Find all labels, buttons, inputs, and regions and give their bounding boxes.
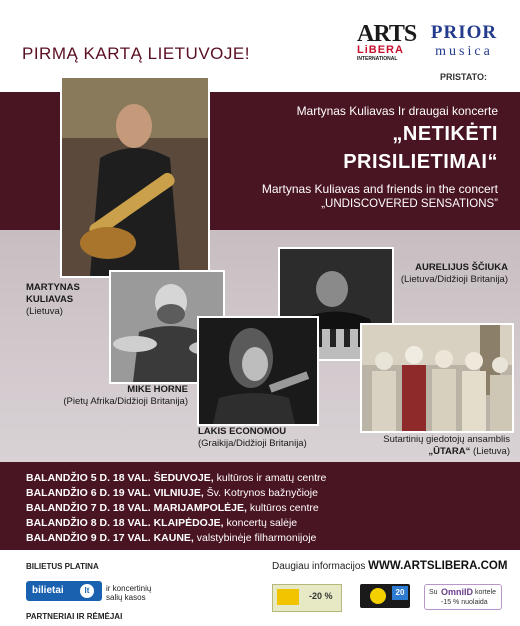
date-venue-place: Šv. Kotrynos bažnyčioje: [203, 487, 318, 499]
concert-title-line2: PRISILIETIMAI“: [343, 151, 498, 173]
caption-lakis-economou: [198, 426, 328, 450]
photo-lakis-economou: [197, 316, 319, 426]
partner-ad-smiley[interactable]: [360, 584, 410, 608]
bilietai-logo-text: bilietai: [32, 585, 64, 596]
performer-name: KULIAVAS: [26, 294, 74, 305]
date-venue-place: kultūros centre: [246, 502, 319, 514]
bilietai-text-line: ir koncertinių: [106, 584, 152, 593]
bilietai-text-line: salių kasos: [106, 593, 146, 602]
partner-ad-omniid[interactable]: [424, 584, 502, 610]
date-venue-place: kultūros ir amatų centre: [213, 472, 327, 484]
date-row: [26, 472, 326, 484]
date-venue-bold: BALANDŽIO 5 D. 18 VAL. ŠEDUVOJE,: [26, 472, 214, 484]
ad3-suffix: kortele: [475, 589, 497, 596]
date-row: [26, 517, 297, 529]
performer-name: LAKIS ECONOMOU: [198, 426, 287, 437]
tickets-label: BILIETUS PLATINA: [26, 562, 99, 571]
concert-title-en: „UNDISCOVERED SENSATIONS”: [321, 198, 498, 210]
date-venue-place: valstybinėje filharmonijoje: [193, 532, 317, 544]
bilietai-logo[interactable]: [26, 581, 102, 601]
date-row: [26, 502, 319, 514]
logo-musica-word: musica: [435, 44, 493, 59]
concert-title-line1: „NETIKĖTI: [392, 123, 498, 145]
date-venue-bold: BALANDŽIO 6 D. 19 VAL. VILNIUJE,: [26, 487, 204, 499]
caption-mike-horne: [30, 384, 188, 408]
date-row: [26, 487, 318, 499]
more-info: [272, 560, 507, 572]
concert-line-lt: Martynas Kuliavas Ir draugai koncerte: [296, 104, 498, 118]
logo-libera-word: LiBERA: [357, 44, 404, 56]
caption-utara-ensemble: [335, 434, 510, 458]
performer-name: „ŪTARA“: [428, 446, 471, 457]
smiley-icon: [370, 588, 386, 604]
performer-origin: (Lietuva/Didžioji Britanija): [400, 274, 508, 285]
more-info-label: Daugiau informacijos: [272, 561, 366, 572]
caption-aurelijus-sciuka: [392, 262, 508, 286]
partner-ad-discount[interactable]: [272, 584, 342, 612]
date-row: [26, 532, 316, 544]
ad3-discount: -15 % nuolaida: [441, 599, 488, 606]
performer-name: AURELIJUS ŠČIUKA: [415, 262, 508, 273]
concert-line-en: Martynas Kuliavas and friends in the concert: [261, 182, 498, 196]
performer-name: MIKE HORNE: [127, 384, 188, 395]
presents-label: PRISTATO:: [440, 72, 487, 82]
date-venue-place: koncertų salėje: [223, 517, 298, 529]
performer-origin: (Graikija/Didžioji Britanija): [198, 438, 307, 449]
performer-origin: (Pietų Afrika/Didžioji Britanija): [63, 396, 188, 407]
header-title: PIRMĄ KARTĄ LIETUVOJE!: [22, 44, 250, 63]
bilietai-lt-badge: lt: [80, 584, 94, 598]
bilietai-text: [106, 584, 151, 602]
website-link[interactable]: WWW.ARTSLIBERA.COM: [368, 560, 508, 572]
performer-origin: (Lietuva): [473, 446, 510, 457]
ad-badge: 20: [392, 586, 408, 600]
ad-discount-text: -20 %: [309, 591, 333, 601]
logo-arts-word: ARTS: [357, 21, 417, 47]
arts-libera-logo: [357, 21, 417, 69]
partners-label: PARTNERIAI IR RĖMĖJAI: [26, 612, 123, 621]
ad3-prefix: Su: [429, 589, 438, 596]
ad-product-image: [277, 589, 299, 605]
photo-martynas-kuliavas: [60, 76, 210, 278]
performer-name: MARTYNAS: [26, 282, 80, 293]
ad3-brand: OmniID: [441, 587, 474, 597]
performer-origin: (Lietuva): [26, 306, 63, 317]
date-venue-bold: BALANDŽIO 9 D. 17 VAL. KAUNE,: [26, 532, 194, 544]
photo-utara-ensemble: [360, 323, 514, 433]
prior-musica-logo: [424, 22, 504, 68]
date-venue-bold: BALANDŽIO 8 D. 18 VAL. KLAIPĖDOJE,: [26, 517, 224, 529]
ensemble-description: Sutartinių giedotojų ansamblis: [383, 434, 510, 445]
logo-international-word: INTERNATIONAL: [357, 56, 398, 62]
date-venue-bold: BALANDŽIO 7 D. 18 VAL. MARIJAMPOLĖJE,: [26, 502, 247, 514]
logo-prior-word: PRIOR: [430, 22, 498, 43]
dates-band: [0, 462, 520, 550]
caption-martynas-kuliavas: [26, 282, 106, 318]
